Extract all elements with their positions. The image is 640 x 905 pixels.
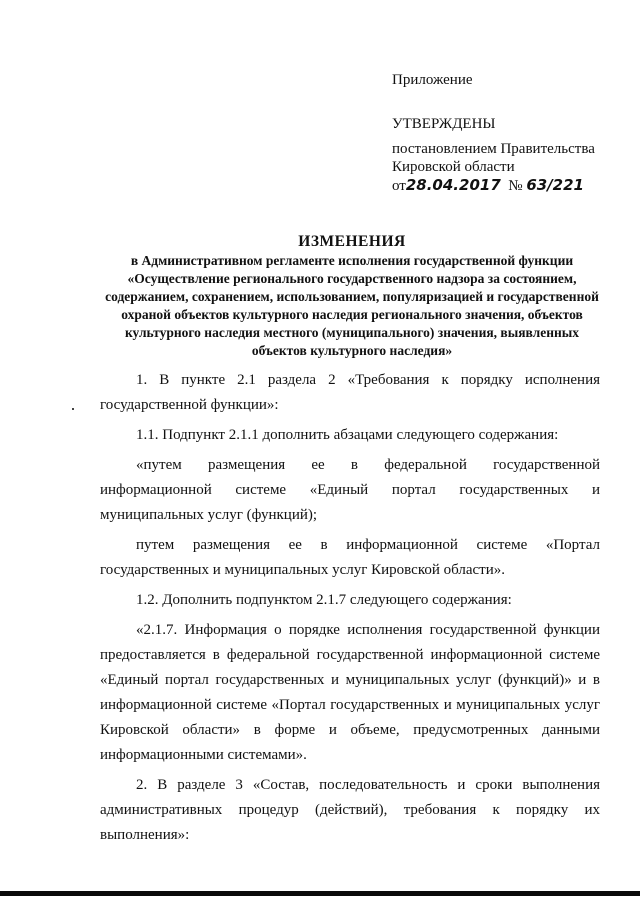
document-title: ИЗМЕНЕНИЯ xyxy=(298,233,406,250)
decree-line-2: Кировской области xyxy=(392,159,515,175)
decree-block xyxy=(392,140,612,195)
paragraph-1: 1. В пункте 2.1 раздела 2 «Требования к порядку исполнения государственной функции»: xyxy=(100,372,600,413)
decree-line-1: постановлением Правительства xyxy=(392,141,595,157)
date-prefix: от xyxy=(392,178,406,194)
approved-label: УТВЕРЖДЕНЫ xyxy=(392,116,496,132)
paragraph-7: 2. В разделе 3 «Состав, последовательность и сроки выполнения административных процедур (действий), требования к порядку их выполнения»: xyxy=(100,777,600,843)
scan-bottom-edge xyxy=(0,891,640,896)
scan-dot xyxy=(72,408,74,410)
handwritten-number: 63/221 xyxy=(526,176,584,194)
document-subtitle: в Административном регламенте исполнения государственной функции «Осуществление регионального государственного надзора за состоянием, содержанием, сохранением, использованием, популяризацией и государственной охраной объектов культурного наследия регионального значения, объектов культурного наследия местного (муниципального) значения, выявленных объектов культурного наследия» xyxy=(105,253,599,358)
decree-date-number xyxy=(392,176,612,195)
document-title-block xyxy=(98,233,606,360)
paragraph-4: путем размещения ее в информационной системе «Портал государственных и муниципальных услуг Кировской области». xyxy=(100,537,600,578)
document-body xyxy=(100,368,600,853)
handwritten-date: 28.04.2017 xyxy=(405,176,501,194)
paragraph-5: 1.2. Дополнить подпунктом 2.1.7 следующего содержания: xyxy=(136,592,512,608)
paragraph-6: «2.1.7. Информация о порядке исполнения государственной функции предоставляется в федеральной государственной информационной системе «Единый портал государственных и муниципальных услуг (функций)» и в информационной системе «Портал государственных и муниципальных услуг Кировской области» в форме и объеме, предусмотренных данными информационными системами». xyxy=(100,622,600,763)
number-prefix: № xyxy=(508,178,523,194)
paragraph-2: 1.1. Подпункт 2.1.1 дополнить абзацами следующего содержания: xyxy=(136,427,559,443)
appendix-label: Приложение xyxy=(392,72,473,88)
paragraph-3: «путем размещения ее в федеральной государственной информационной системе «Единый портал государственных и муниципальных услуг (функций); xyxy=(100,457,600,523)
